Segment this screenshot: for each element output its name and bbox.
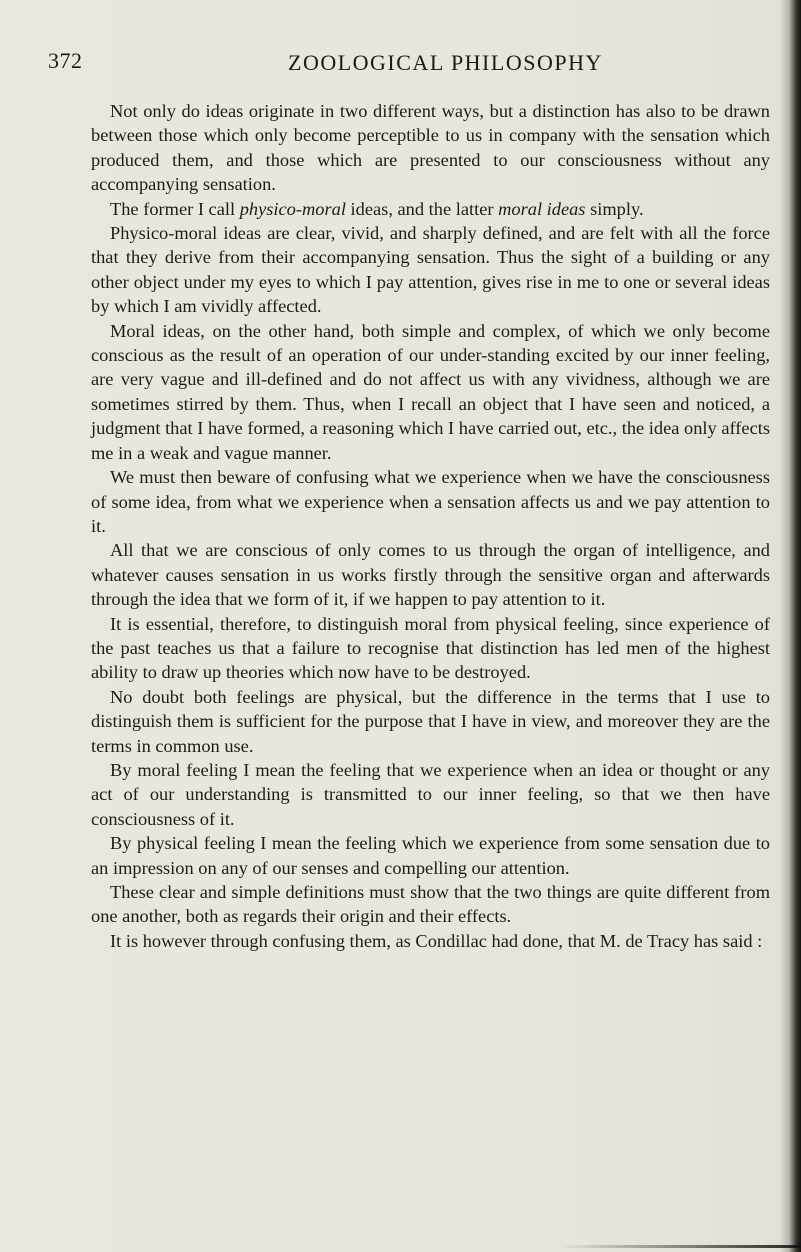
page-edge-shadow [779,0,801,1252]
running-head: ZOOLOGICAL PHILOSOPHY [288,50,603,75]
paragraph-3: Physico-moral ideas are clear, vivid, and sharply defined, and are felt with all the force that they derive from their accompanying sensation. Thus the sight of a building or any other object under my eyes to which I pay attention, gives rise in me to one or several ideas by which I am vividly affected. [91,223,770,317]
body-text [91,99,770,953]
paragraph-2-text-b: ideas, and the latter [345,198,499,219]
term-moral-ideas: moral ideas [498,198,586,219]
page-number: 372 [48,48,83,73]
paragraph-2-text-c: simply. [585,198,644,219]
paragraph-10: By physical feeling I mean the feeling which we experience from some sensation due to an impression on any of our senses and compelling our attention. [91,833,770,878]
paragraph-5: We must then beware of confusing what we experience when we have the consciousness of some idea, from what we experience when a sensation affects us and we pay attention to it. [91,467,770,536]
paragraph-11: These clear and simple definitions must show that the two things are quite different from one another, both as regards their origin and their effects. [91,882,770,927]
paragraph-2 [91,197,770,221]
paragraph-12: It is however through confusing them, as Condillac had done, that M. de Tracy has said : [110,930,763,951]
paragraph-4: Moral ideas, on the other hand, both simple and complex, of which we only become conscious as the result of an operation of our under-standing excited by our inner feeling, are very vague and ill-defined and do not affect us with any vividness, although we are sometimes stirred by them. Thus, when I recall an object that I have seen and noticed, a judgment that I have formed, a reasoning which I have carried out, etc., the idea only affects me in a weak and vague manner. [91,320,770,463]
paragraph-6: All that we are conscious of only comes to us through the organ of intelligence, and whatever causes sensation in us works firstly through the sensitive organ and afterwards through the idea that we form of it, if we happen to pay attention to it. [91,540,770,610]
page-header [0,46,801,80]
term-physico-moral: physico-moral [239,198,346,219]
paragraph-1: Not only do ideas originate in two different ways, but a distinction has also to be drawn between those which only become perceptible to us in company with the sensation which produced them, and those which are presented to our consciousness without any accompanying sensation. [91,101,770,195]
paragraph-8: No doubt both feelings are physical, but the difference in the terms that I use to distinguish them is sufficient for the purpose that I have in view, and moreover they are the terms in common use. [91,686,770,756]
page-bottom-edge [560,1245,801,1248]
paragraph-2-text-a: The former I call [110,198,240,219]
paragraph-9: By moral feeling I mean the feeling that we experience when an idea or thought or any act of our understanding is transmitted to our inner feeling, so that we then have consciousness of it. [91,759,770,829]
paragraph-7: It is essential, therefore, to distinguish moral from physical feeling, since experience of the past teaches us that a failure to recognise that distinction has led men of the highest ability to draw up theories which now have to be destroyed. [91,613,770,683]
